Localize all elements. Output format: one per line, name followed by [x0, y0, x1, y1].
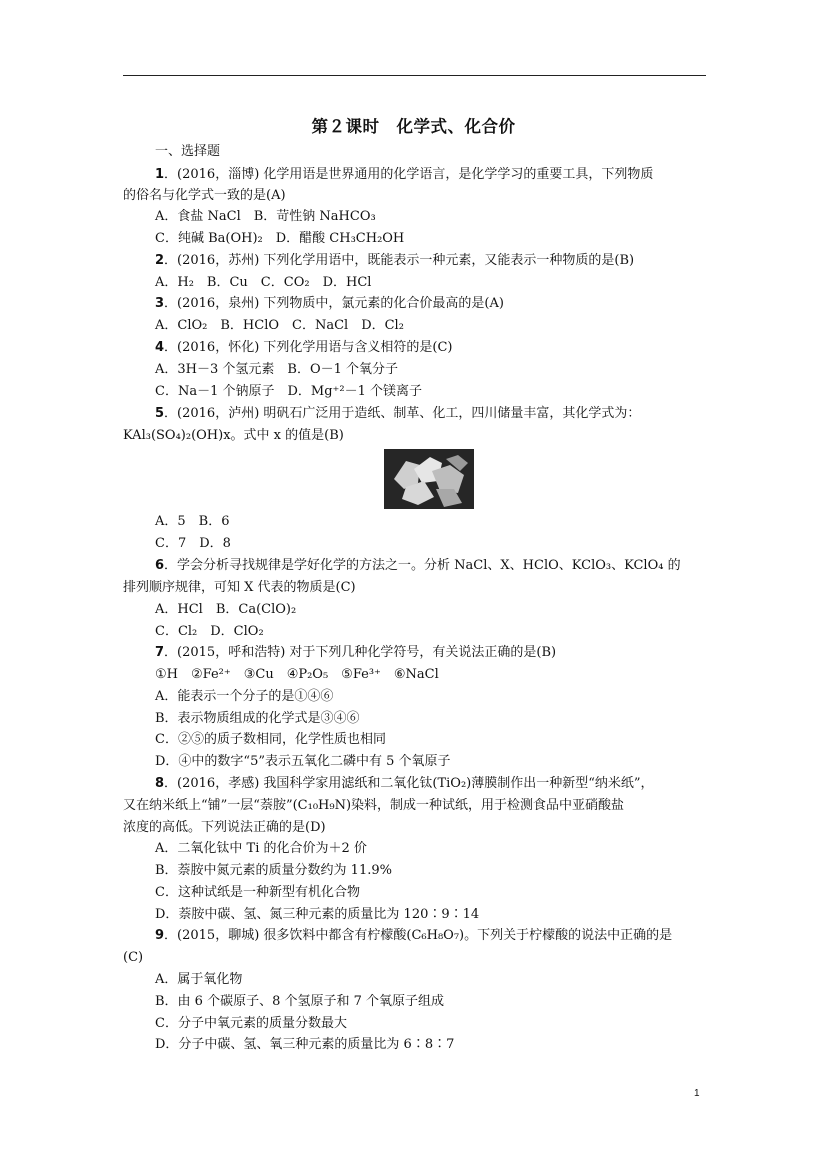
page-number: 1: [694, 1088, 700, 1099]
question-5-stem-cont: KAl₃(SO₄)₂(OH)x。式中 x 的值是(B): [123, 428, 344, 443]
question-9-option: C．分子中氧元素的质量分数最大: [155, 1016, 347, 1031]
question-7-option: A．能表示一个分子的是①④⑥: [155, 689, 334, 704]
question-8-stem: 8．(2016，孝感) 我国科学家用滤纸和二氧化钛(TiO₂)薄膜制作出一种新型“纳米纸”，: [155, 776, 654, 791]
question-1-stem: 1．(2016，淄博) 化学用语是世界通用的化学语言，是化学学习的重要工具，下列物质: [155, 167, 654, 182]
question-5-stem: 5．(2016，泸州) 明矾石广泛用于造纸、制革、化工，四川储量丰富，其化学式为：: [155, 406, 641, 421]
question-6-stem: 6．学会分析寻找规律是学好化学的方法之一。分析 NaCl、X、HClO、KClO₃、KClO₄ 的: [155, 558, 681, 573]
question-number: 7: [155, 645, 165, 660]
question-6-stem-cont: 排列顺序规律，可知 X 代表的物质是(C): [123, 580, 356, 595]
question-number: 4: [155, 340, 165, 355]
page-title: 第２课时 化学式、化合价: [311, 117, 516, 136]
question-6-option: C．Cl₂ D．ClO₂: [155, 624, 264, 639]
question-4-option: A．3H－3 个氢元素 B．O－1 个氧分子: [155, 362, 399, 377]
question-8-stem-cont: 又在纳米纸上“铺”一层“萘胺”(C₁₀H₉N)染料，制成一种试纸，用于检测食品中亚硝酸盐: [123, 798, 625, 813]
question-number: 3: [155, 296, 165, 311]
question-7-symbols: ①H ②Fe²⁺ ③Cu ④P₂O₅ ⑤Fe³⁺ ⑥NaCl: [155, 667, 439, 682]
question-3-option: A．ClO₂ B．HClO C．NaCl D．Cl₂: [155, 318, 404, 333]
header-rule: [123, 75, 706, 76]
question-number: 6: [155, 558, 165, 573]
question-4-stem: 4．(2016，怀化) 下列化学用语与含义相符的是(C): [155, 340, 453, 355]
question-8-option: C．这种试纸是一种新型有机化合物: [155, 885, 360, 900]
question-5-option: C．7 D．8: [155, 536, 231, 551]
section-heading: 一、选择题: [155, 144, 221, 159]
question-8-stem-cont: 浓度的高低。下列说法正确的是(D): [123, 820, 326, 835]
question-7-option: C．②⑤的质子数相同，化学性质也相同: [155, 732, 386, 747]
question-5-option: A．5 B．6: [155, 514, 230, 529]
question-number: 5: [155, 406, 165, 421]
question-1-option: C．纯碱 Ba(OH)₂ D．醋酸 CH₃CH₂OH: [155, 231, 405, 246]
question-8-option: B．萘胺中氮元素的质量分数约为 11.9%: [155, 863, 392, 878]
mineral-photo: [384, 449, 474, 509]
question-9-option: A．属于氧化物: [155, 972, 243, 987]
question-7-stem: 7．(2015，呼和浩特) 对于下列几种化学符号，有关说法正确的是(B): [155, 645, 557, 660]
question-1-stem-cont: 的俗名与化学式一致的是(A): [123, 188, 286, 203]
question-number: 2: [155, 253, 165, 268]
question-2-stem: 2．(2016，苏州) 下列化学用语中，既能表示一种元素，又能表示一种物质的是(B): [155, 253, 635, 268]
question-4-option: C．Na－1 个钠原子 D．Mg⁺²－1 个镁离子: [155, 384, 423, 399]
question-8-option: D．萘胺中碳、氢、氮三种元素的质量比为 120∶9∶14: [155, 907, 480, 922]
question-2-option: A．H₂ B．Cu C．CO₂ D．HCl: [155, 275, 372, 290]
question-number: 1: [155, 167, 165, 182]
question-8-option: A．二氧化钛中 Ti 的化合价为＋2 价: [155, 841, 367, 856]
question-7-option: B．表示物质组成的化学式是③④⑥: [155, 711, 360, 726]
question-number: 8: [155, 776, 165, 791]
question-9-option: B．由 6 个碳原子、8 个氢原子和 7 个氧原子组成: [155, 994, 445, 1009]
question-7-option: D．④中的数字“5”表示五氧化二磷中有 5 个氧原子: [155, 754, 451, 769]
question-9-stem-cont: (C): [123, 950, 144, 965]
question-9-stem: 9．(2015，聊城) 很多饮料中都含有柠檬酸(C₆H₈O₇)。下列关于柠檬酸的说法中正确的是: [155, 928, 673, 943]
question-number: 9: [155, 928, 165, 943]
alunite-crystal-image: [384, 449, 474, 509]
question-9-option: D．分子中碳、氢、氧三种元素的质量比为 6∶8∶7: [155, 1037, 455, 1052]
question-1-option: A．食盐 NaCl B．苛性钠 NaHCO₃: [155, 209, 376, 224]
question-6-option: A．HCl B．Ca(ClO)₂: [155, 602, 297, 617]
question-3-stem: 3．(2016，泉州) 下列物质中，氯元素的化合价最高的是(A): [155, 296, 504, 311]
